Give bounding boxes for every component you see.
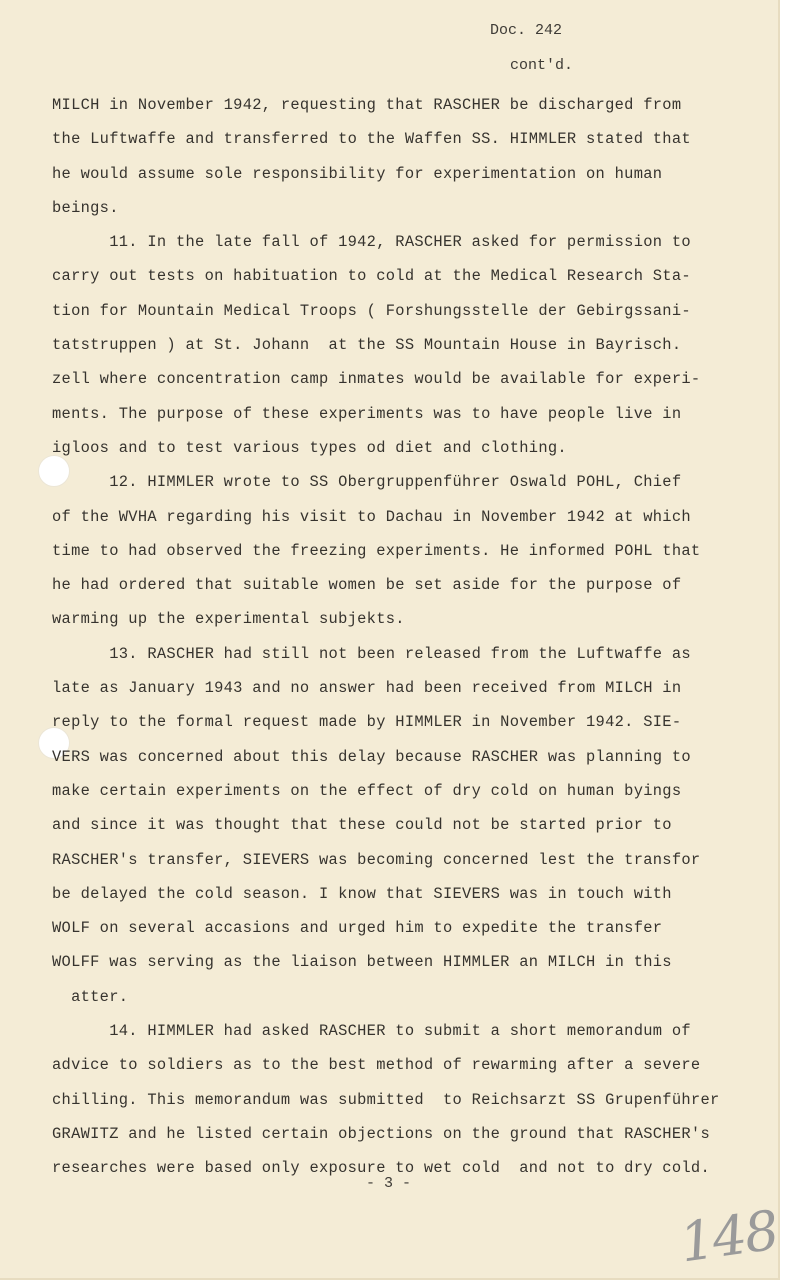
text-line: tatstruppen ) at St. Johann at the SS Mountain House in Bayrisch. [52,336,682,355]
text-line: warming up the experimental subjekts. [52,610,405,629]
text-line: zell where concentration camp inmates would be available for experi- [52,370,701,389]
handwritten-page-number: 148 [676,1198,781,1275]
text-line: he would assume sole responsibility for experimentation on human [52,164,663,183]
text-line: the Luftwaffe and transferred to the Waffen SS. HIMMLER stated that [52,130,691,149]
continued-label: cont'd. [510,57,574,74]
text-line: chilling. This memorandum was submitted to Reichsarzt SS Grupenführer [52,1090,720,1109]
text-line: advice to soldiers as to the best method of rewarming after a severe [52,1056,701,1075]
page-number: - 3 - [366,1175,412,1192]
document-body [52,88,752,1186]
text-line: reply to the formal request made by HIMMLER in November 1942. SIE- [52,713,682,732]
text-line: WOLFF was serving as the liaison between HIMMLER an MILCH in this [52,953,672,972]
text-line: he had ordered that suitable women be set aside for the purpose of [52,576,682,595]
text-line: researches were based only exposure to wet cold and not to dry cold. [52,1159,710,1178]
text-line: ments. The purpose of these experiments was to have people live in [52,404,682,423]
text-line: and since it was thought that these could not be started prior to [52,816,672,835]
text-line: 11. In the late fall of 1942, RASCHER asked for permission to [52,233,691,252]
text-line: RASCHER's transfer, SIEVERS was becoming concerned lest the transfor [52,850,701,869]
text-line: beings. [52,198,119,217]
text-line: VERS was concerned about this delay because RASCHER was planning to [52,747,691,766]
text-line: WOLF on several accasions and urged him to expedite the transfer [52,919,663,938]
text-line: MILCH in November 1942, requesting that RASCHER be discharged from [52,96,682,114]
doc-number: Doc. 242 [490,22,563,39]
text-line: 14. HIMMLER had asked RASCHER to submit a short memorandum of [52,1022,691,1041]
text-line: 12. HIMMLER wrote to SS Obergruppenführer Oswald POHL, Chief [52,473,682,492]
text-line: late as January 1943 and no answer had been received from MILCH in [52,679,682,698]
text-line: time to had observed the freezing experiments. He informed POHL that [52,541,701,560]
text-line: 13. RASCHER had still not been released from the Luftwaffe as [52,644,691,663]
text-line: of the WVHA regarding his visit to Dachau in November 1942 at which [52,507,691,526]
text-line: igloos and to test various types od diet and clothing. [52,438,567,457]
text-line: tion for Mountain Medical Troops ( Forshungsstelle der Gebirgssani- [52,301,691,320]
text-line: carry out tests on habituation to cold at the Medical Research Sta- [52,267,691,286]
text-line: atter. [52,987,129,1006]
text-line: be delayed the cold season. I know that SIEVERS was in touch with [52,884,672,903]
text-line: make certain experiments on the effect of dry cold on human byings [52,781,682,800]
text-line: GRAWITZ and he listed certain objections on the ground that RASCHER's [52,1124,710,1143]
